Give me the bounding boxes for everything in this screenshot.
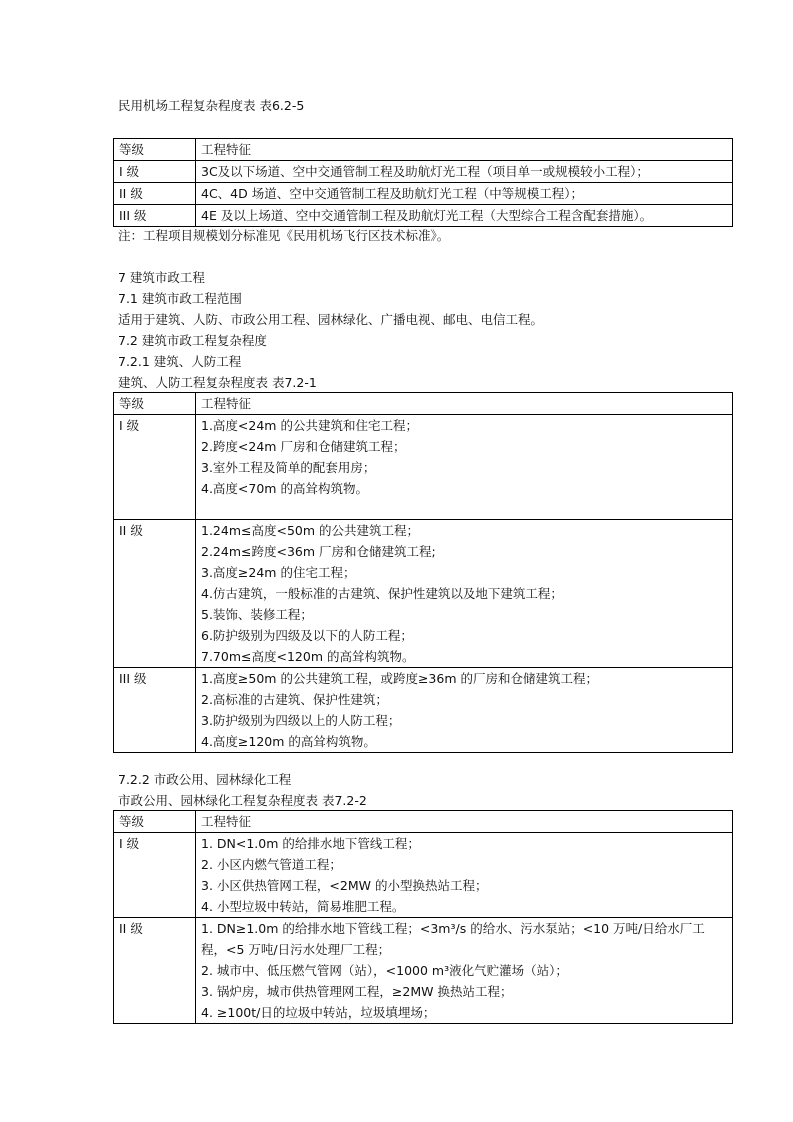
feature-line: 1. DN≥1.0m 的给排水地下管线工程；<3m³/s 的给水、污水泵站；<10 万吨/日给水厂工程，<5 万吨/日污水处理厂工程； bbox=[201, 921, 705, 957]
table-row bbox=[114, 161, 733, 183]
feature-line: 4.高度≥120m 的高耸构筑物。 bbox=[201, 734, 376, 749]
header-feature: 工程特征 bbox=[196, 393, 733, 415]
grade-cell: III 级 bbox=[114, 668, 196, 753]
table-row bbox=[114, 205, 733, 227]
section-7-2-title: 7.2 建筑市政工程复杂程度 bbox=[118, 333, 267, 348]
feature-cell bbox=[196, 833, 733, 918]
grade-cell: III 级 bbox=[114, 205, 196, 227]
feature-line: 1. DN<1.0m 的给排水地下管线工程； bbox=[201, 836, 420, 851]
airport-note: 注：工程项目规模划分标准见《民用机场飞行区技术标准》。 bbox=[118, 228, 450, 243]
feature-cell bbox=[196, 415, 733, 520]
feature-line: 3.防护级别为四级以上的人防工程； bbox=[201, 713, 401, 728]
feature-line: 7.70m≤高度<120m 的高耸构筑物。 bbox=[201, 649, 415, 664]
feature-line: 3.室外工程及简单的配套用房； bbox=[201, 460, 376, 475]
grade-cell: II 级 bbox=[114, 183, 196, 205]
feature-line: 3. 锅炉房，城市供热管理网工程，≥2MW 换热站工程； bbox=[201, 984, 513, 999]
feature-cell bbox=[196, 520, 733, 668]
section-7-title: 7 建筑市政工程 bbox=[118, 270, 205, 285]
table-header-row bbox=[114, 811, 733, 833]
feature-cell bbox=[196, 668, 733, 753]
table-header-row bbox=[114, 393, 733, 415]
feature-line: 2.高标准的古建筑、保护性建筑； bbox=[201, 692, 388, 707]
grade-cell: I 级 bbox=[114, 161, 196, 183]
section-7-1-text: 适用于建筑、人防、市政公用工程、园林绿化、广播电视、邮电、电信工程。 bbox=[118, 312, 544, 327]
feature-line: 1.高度<24m 的公共建筑和住宅工程； bbox=[201, 418, 418, 433]
feature-line: 4.仿古建筑，一般标准的古建筑、保护性建筑以及地下建筑工程； bbox=[201, 586, 563, 601]
feature-line: 4. ≥100t/日的垃圾中转站，垃圾填埋场； bbox=[201, 1005, 436, 1020]
feature-line: 6.防护级别为四级及以下的人防工程； bbox=[201, 628, 413, 643]
header-feature: 工程特征 bbox=[196, 811, 733, 833]
feature-cell: 3C及以下场道、空中交通管制工程及助航灯光工程（项目单一或规模较小工程）； bbox=[196, 161, 733, 183]
airport-complexity-table bbox=[113, 138, 733, 227]
airport-table-title: 民用机场工程复杂程度表 表6.2-5 bbox=[118, 98, 305, 113]
building-table-title: 建筑、人防工程复杂程度表 表7.2-1 bbox=[118, 375, 317, 390]
table-row bbox=[114, 833, 733, 918]
feature-line: 5.装饰、装修工程； bbox=[201, 607, 313, 622]
building-complexity-table bbox=[113, 392, 733, 753]
table-row bbox=[114, 183, 733, 205]
table-row bbox=[114, 668, 733, 753]
header-grade: 等级 bbox=[114, 139, 196, 161]
table-row bbox=[114, 415, 733, 520]
header-grade: 等级 bbox=[114, 393, 196, 415]
section-7-2-2-title: 7.2.2 市政公用、园林绿化工程 bbox=[118, 772, 292, 787]
feature-line: 2.跨度<24m 厂房和仓储建筑工程； bbox=[201, 439, 406, 454]
feature-line: 2.24m≤跨度<36m 厂房和仓储建筑工程; bbox=[201, 544, 436, 559]
grade-cell: II 级 bbox=[114, 520, 196, 668]
grade-cell: II 级 bbox=[114, 918, 196, 1024]
feature-line: 1.24m≤高度<50m 的公共建筑工程； bbox=[201, 523, 420, 538]
feature-cell bbox=[196, 918, 733, 1024]
feature-line: 3.高度≥24m 的住宅工程； bbox=[201, 565, 356, 580]
header-feature: 工程特征 bbox=[196, 139, 733, 161]
section-7-2-1-title: 7.2.1 建筑、人防工程 bbox=[118, 354, 242, 369]
feature-cell: 4E 及以上场道、空中交通管制工程及助航灯光工程（大型综合工程含配套措施）。 bbox=[196, 205, 733, 227]
feature-line: 4. 小型垃圾中转站，简易堆肥工程。 bbox=[201, 899, 405, 914]
section-7-1-title: 7.1 建筑市政工程范围 bbox=[118, 291, 242, 306]
feature-line: 2. 小区内燃气管道工程； bbox=[201, 857, 342, 872]
feature-line: 4.高度<70m 的高耸构筑物。 bbox=[201, 481, 368, 496]
municipal-complexity-table bbox=[113, 810, 733, 1024]
table-header-row bbox=[114, 139, 733, 161]
table-row bbox=[114, 918, 733, 1024]
grade-cell: I 级 bbox=[114, 415, 196, 520]
table-row bbox=[114, 520, 733, 668]
feature-line: 1.高度≥50m 的公共建筑工程，或跨度≥36m 的厂房和仓储建筑工程； bbox=[201, 671, 598, 686]
header-grade: 等级 bbox=[114, 811, 196, 833]
feature-line: 2. 城市中、低压燃气管网（站），<1000 m³液化气贮灌场（站）； bbox=[201, 963, 568, 978]
feature-cell: 4C、4D 场道、空中交通管制工程及助航灯光工程（中等规模工程）； bbox=[196, 183, 733, 205]
feature-line: 3. 小区供热管网工程，<2MW 的小型换热站工程； bbox=[201, 878, 488, 893]
grade-cell: I 级 bbox=[114, 833, 196, 918]
municipal-table-title: 市政公用、园林绿化工程复杂程度表 表7.2-2 bbox=[118, 793, 367, 808]
